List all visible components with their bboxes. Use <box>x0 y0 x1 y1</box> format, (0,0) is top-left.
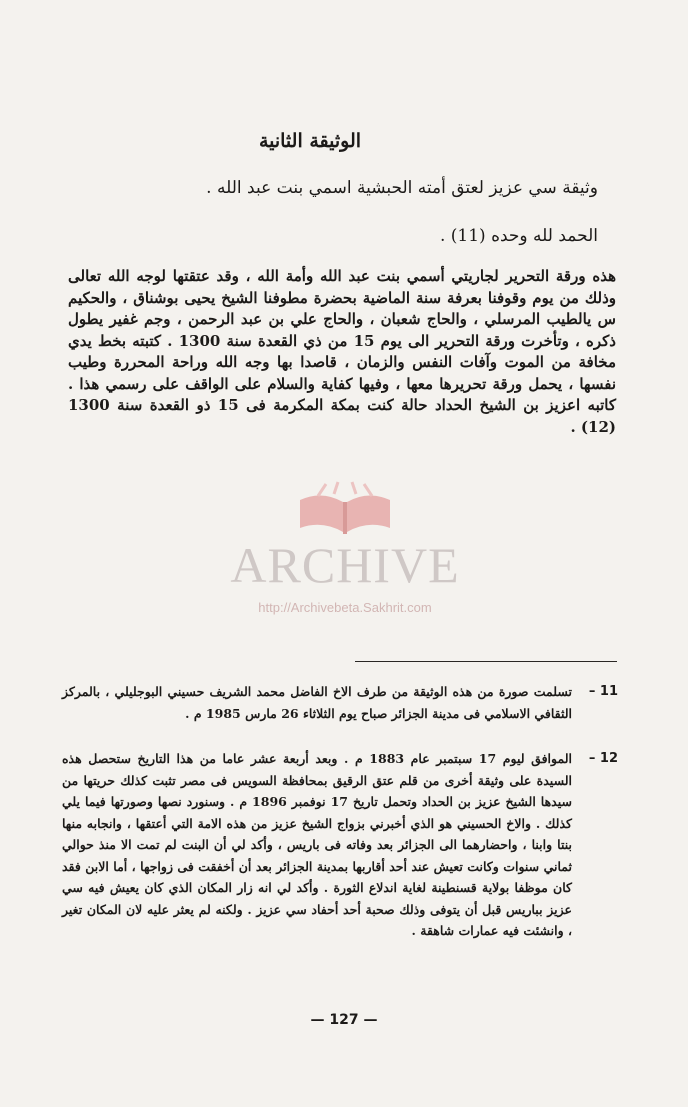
document-body: هذه ورقة التحرير لجاريتي أسمي بنت عبد الله وأمة الله ، وقد عتقتها لوجه الله تعالى وذلك من يوم وقوفنا بعرفة سنة الماضية بحضرة مطوفنا الشيخ يحيى بوشناق ، والحكيم س يالطيب المرسلي ، والحاج شعبان ، والحاج علي بن عبد الرحمن ، وجم غفير يطول ذكره ، وتأخرت ورقة التحرير الى يوم 15 من ذي القعدة سنة 1300 . كتبته بخط يدي مخافة من الموت وآفات النفس والزمان ، قاصدا بها وجه الله وراحة المحررة وطيب نفسها ، يحمل ورقة تحريرها معها ، وفيها كفاية والسلام على الواقف على رسمي هذا . كاتبه اعزيز بن الشيخ الحداد حالة كنت بمكة المكرمة فى 15 ذو القعدة سنة 1300 (12) . <box>68 267 616 436</box>
footnote-text: الموافق ليوم 17 سبتمبر عام 1883 م . وبعد أربعة عشر عاما من هذا التاريخ ستحصل هذه السيدة على وثيقة أخرى من قلم عتق الرقيق بمحافظة السويس فى مصر تثبت كذلك حريتها من سيدها الشيخ عزيز بن الحداد وتحمل تاريخ 17 نوفمبر 1896 م . وسنورد نصها وصورتها فيما يلي كذلك . والاخ الحسيني هو الذي أخبرني بزواج الشيخ عزيز من هذه الامة التي أعتقها ، وانجابه منها بنتا وابنا ، واحضارهما الى الجزائر بعد وفاته فى باريس ، وأكد لي أن البنت لم تمت الا منذ حوالي ثماني سنوات وكانت تعيش عند أحد أقاربها بمدينة الجزائر بعد أن أخفقت فى زواجها ، أما الابن فقد كان موظفا بولاية قسنطينة لغاية اندلاع الثورة . وأكد لي انه زار المكان الذي كان يعيش فيه سي عزيز بباريس قبل أن يتوفى وذلك صحبة أحد أحفاد سي عزيز . ولكنه لم يعثر عليه لان المكان تغير ، وانشئت فيه عمارات شاهقة . <box>62 751 572 938</box>
document-praise-line: الحمد لله وحده (11) . <box>439 226 598 246</box>
footnote-divider <box>355 661 617 662</box>
watermark-word: ARCHIVE <box>230 537 460 593</box>
footnote-number: 11 – <box>588 684 618 699</box>
document-title: الوثيقة الثانية <box>258 130 362 152</box>
watermark-url: http://Archivebeta.Sakhrit.com <box>258 600 432 615</box>
page-number: — 127 — <box>310 1012 378 1028</box>
archive-watermark <box>200 480 490 630</box>
document-intro: وثيقة سي عزيز لعتق أمته الحبشية اسمي بنت عبد الله . <box>206 178 598 198</box>
footnote-number: 12 – <box>588 751 618 766</box>
open-book-icon <box>200 480 490 540</box>
footnote-12 <box>62 748 618 942</box>
footnote-11 <box>62 681 618 724</box>
footnote-text: تسلمت صورة من هذه الوثيقة من طرف الاخ الفاضل محمد الشريف حسيني البوجليلي ، بالمركز الثقافي الاسلامي فى مدينة الجزائر صباح يوم الثلاثاء 26 مارس 1985 م . <box>62 684 572 721</box>
